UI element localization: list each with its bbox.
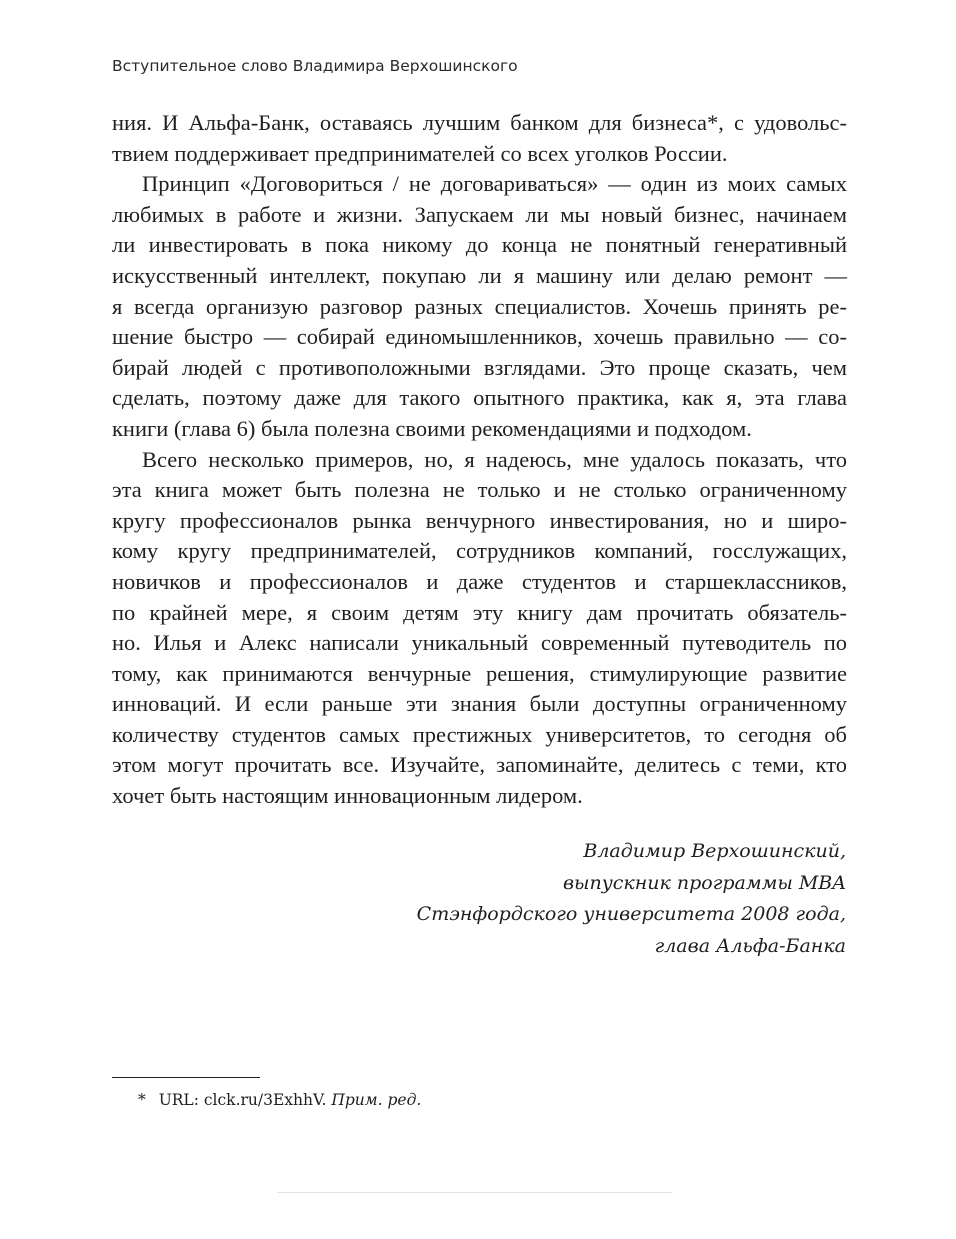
text-line: искусственный интеллект, покупаю ли я машину или делаю ремонт — bbox=[112, 262, 847, 288]
footnote-mark: * bbox=[138, 1091, 146, 1109]
text-line: но. Илья и Алекс написали уникальный современный путеводитель по bbox=[112, 630, 847, 656]
text-line: бирай людей с противоположными взглядами. Это проще сказать, чем bbox=[112, 354, 847, 380]
text-line: Принцип «Договориться / не договариваться» — один из моих самых bbox=[142, 171, 847, 197]
text-line: книги (глава 6) была полезна своими рекомендациями и подходом. bbox=[112, 415, 752, 441]
author-signature bbox=[417, 836, 846, 962]
text-line: новичков и профессионалов и даже студентов и старшеклассников, bbox=[112, 568, 847, 594]
text-line: кому кругу предпринимателей, сотрудников компаний, госслужащих, bbox=[112, 538, 847, 564]
text-line: ния. И Альфа-Банк, оставаясь лучшим банком для бизнеса*, с удовольс- bbox=[112, 110, 847, 135]
signature-line: Стэнфордского университета 2008 года, bbox=[416, 903, 846, 925]
footnote-divider bbox=[112, 1077, 260, 1078]
footnote bbox=[138, 1091, 421, 1109]
text-line: тому, как принимаются венчурные решения, стимулирующие развитие bbox=[112, 660, 847, 686]
text-line: кругу профессионалов рынка венчурного инвестирования, но и широ- bbox=[112, 507, 847, 533]
text-line: ли инвестировать в пока никому до конца не понятный генеративный bbox=[112, 232, 847, 258]
text-line: любимых в работе и жизни. Запускаем ли мы новый бизнес, начинаем bbox=[112, 201, 847, 227]
signature-name: Владимир Верхошинский, bbox=[583, 840, 846, 862]
text-line: количеству студентов самых престижных университетов, то сегодня об bbox=[112, 721, 847, 747]
footnote-text: URL: clck.ru/3ExhhV. bbox=[158, 1091, 327, 1109]
body-text bbox=[112, 108, 847, 812]
text-line: твием поддерживает предпринимателей со всех уголков России. bbox=[112, 140, 728, 166]
text-line: шение быстро — собирай единомышленников, хочешь правильно — со- bbox=[112, 324, 847, 350]
page-bottom-divider bbox=[277, 1192, 672, 1193]
text-line: сделать, поэтому даже для такого опытного практика, как я, эта глава bbox=[112, 385, 847, 411]
text-line: Всего несколько примеров, но, я надеюсь, мне удалось показать, что bbox=[142, 446, 847, 472]
footnote-editor-note: Прим. ред. bbox=[331, 1091, 422, 1109]
text-line: эта книга может быть полезна не только и не столько ограниченному bbox=[112, 477, 847, 503]
text-line: по крайней мере, я своим детям эту книгу дам прочитать обязатель- bbox=[112, 599, 847, 625]
text-line: я всегда организую разговор разных специалистов. Хочешь принять ре- bbox=[112, 293, 847, 319]
signature-line: выпускник программы MBA bbox=[562, 871, 846, 894]
text-line: хочет быть настоящим инновационным лидером. bbox=[112, 783, 583, 809]
signature-line: глава Альфа-Банка bbox=[654, 934, 846, 957]
text-line: инноваций. И если раньше эти знания были доступны ограниченному bbox=[112, 691, 847, 717]
text-line: этом могут прочитать все. Изучайте, запоминайте, делитесь с теми, кто bbox=[112, 752, 847, 778]
running-head: Вступительное слово Владимира Верхошинского bbox=[112, 57, 518, 75]
